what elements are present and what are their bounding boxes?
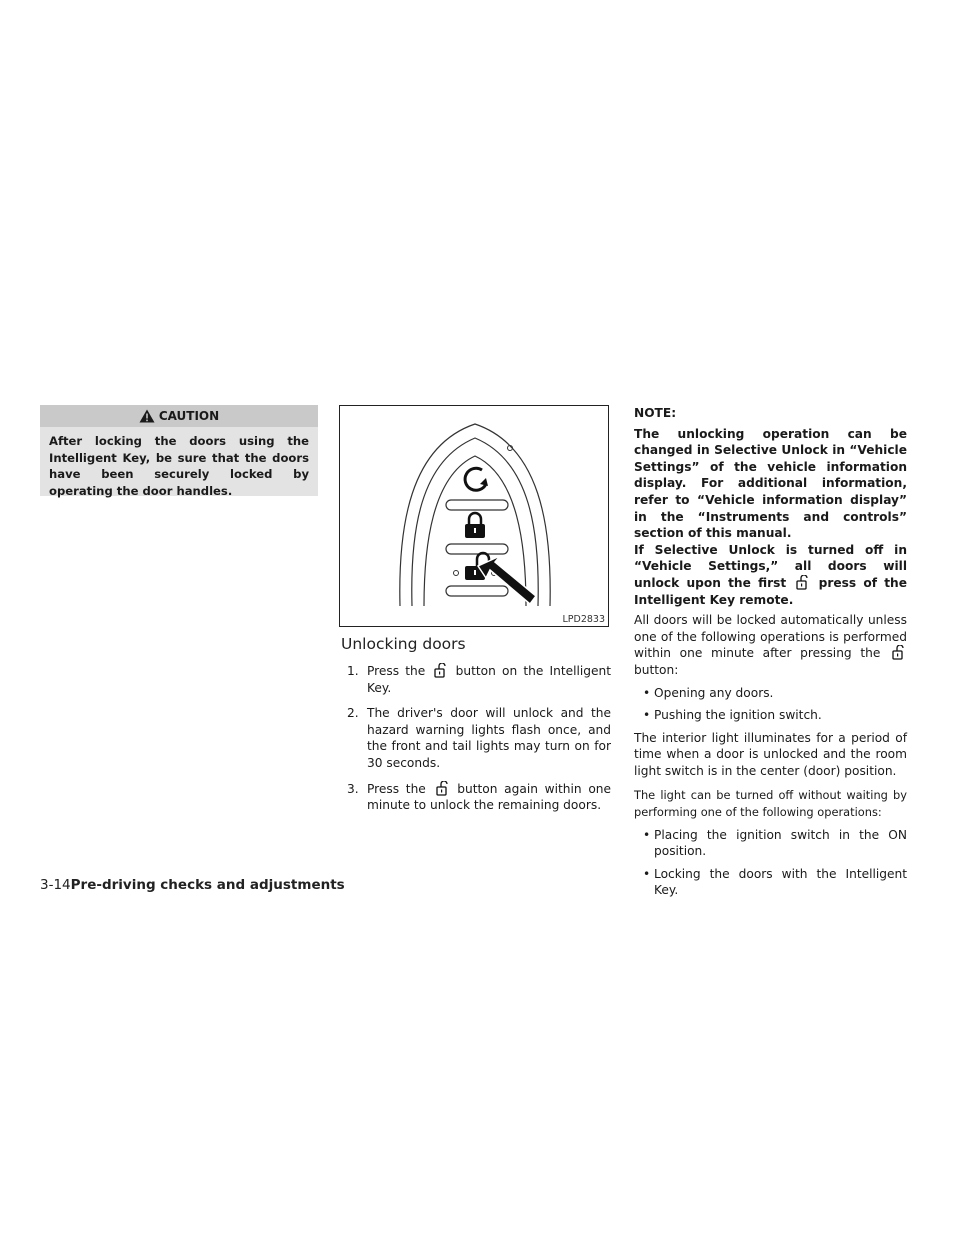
auto-lock-text: All doors will be locked automatically unless one of the following operations is performed within one minute after pressing the (634, 613, 907, 661)
list-item: • Opening any doors. (643, 685, 774, 700)
step-item (341, 781, 611, 814)
bullet-text: Placing the ignition switch in the ON position. (654, 827, 907, 859)
step-text: button again within one minute to unlock the remaining doors. (367, 781, 612, 813)
caution-header (40, 405, 318, 427)
caution-box (40, 405, 318, 496)
key-fob-illustration (340, 406, 609, 627)
step-item (341, 663, 611, 696)
key-fob-figure (339, 405, 609, 627)
unlock-button-icon (796, 575, 808, 590)
arrow-icon (478, 556, 536, 604)
step-text: button on the Intelligent Key. (367, 664, 612, 695)
figure-label: LPD2833 (562, 614, 605, 625)
unlock-button-icon (436, 781, 448, 796)
step-text: Press the (367, 664, 426, 678)
step-text: Press the (367, 781, 426, 796)
step-number: 3. (347, 781, 359, 796)
list-item: • Pushing the ignition switch. (643, 708, 822, 723)
unlock-button-icon (892, 645, 904, 660)
lock-icon (465, 513, 485, 538)
note-heading: NOTE: (634, 406, 677, 420)
page-number: 3-14 (40, 877, 71, 893)
step-item (341, 705, 611, 771)
caution-heading: CAUTION (158, 409, 220, 423)
bullet-text: Pushing the ignition switch. (654, 708, 822, 723)
section-title: Unlocking doors (341, 635, 466, 653)
unlock-button-icon (434, 663, 446, 678)
right-column (634, 405, 907, 905)
interior-light-paragraph-2: The light can be turned off without waiting by performing one of the following operations: (634, 788, 907, 820)
auto-lock-paragraph (634, 612, 907, 678)
interior-light-paragraph: The interior light illuminates for a period of time when a door is unlocked and the room light switch is in the center (door) position. (634, 730, 907, 778)
auto-lock-text: button: (634, 662, 679, 677)
step-number: 1. (347, 664, 359, 678)
note-text: If Selective Unlock is turned off in “Vehicle Settings,” all doors will unlock upon the first (634, 542, 907, 590)
bullet-text: Opening any doors. (654, 685, 774, 700)
steps-list (341, 663, 611, 823)
list-item: • Locking the doors with the Intelligent Key. (643, 866, 907, 898)
note-text: press of the Intelligent Key remote. (634, 575, 908, 607)
page-footer (40, 877, 345, 893)
step-number: 2. (347, 706, 359, 721)
caution-text: After locking the doors using the Intelligent Key, be sure that the doors have been securely locked by operating the door handles. (49, 434, 309, 498)
warning-icon (139, 409, 155, 423)
note-paragraph: The unlocking operation can be changed in Selective Unlock in “Vehicle Settings” of the vehicle information display. For additional information, refer to “Vehicle information display” in the “Instruments and controls” section of this manual. (634, 426, 907, 541)
remote-start-icon (465, 468, 488, 490)
list-item: • Placing the ignition switch in the ON position. (643, 827, 907, 859)
step-text: The driver's door will unlock and the hazard warning lights flash once, and the front and tail lights may turn on for 30 seconds. (367, 706, 611, 770)
note-paragraph-2 (634, 542, 907, 608)
footer-section: Pre-driving checks and adjustments (70, 877, 345, 893)
bullet-text: Locking the doors with the Intelligent Key. (654, 866, 907, 898)
